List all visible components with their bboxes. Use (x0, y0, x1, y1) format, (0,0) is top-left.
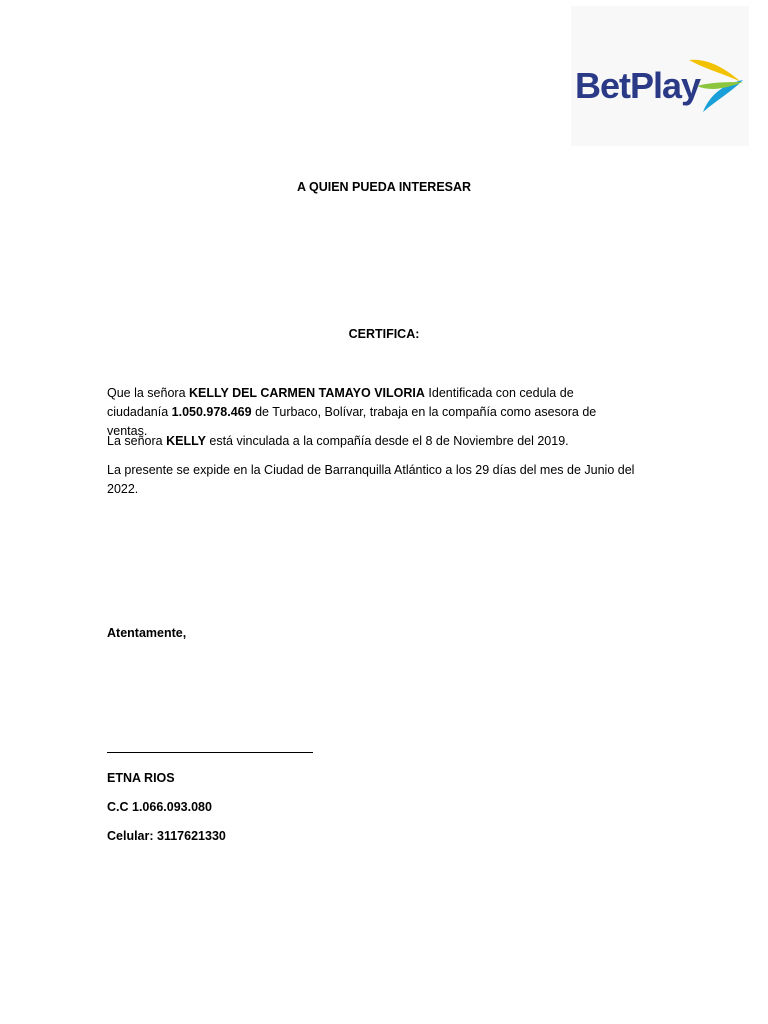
signature-line (107, 752, 313, 753)
signatory-id: C.C 1.066.093.080 (107, 800, 212, 814)
signatory-phone: Celular: 3117621330 (107, 829, 226, 843)
paragraph-text: Identificada con cedula de ciudadanía (107, 386, 574, 419)
employee-name: KELLY DEL CARMEN TAMAYO VILORIA (189, 386, 425, 400)
employee-id: 1.050.978.469 (171, 405, 252, 419)
document-heading: A QUIEN PUEDA INTERESAR (296, 180, 472, 194)
certifica-heading: CERTIFICA: (348, 327, 420, 341)
paragraph-text: Que la señora (107, 386, 189, 400)
paragraph-issue-date: La presente se expide en la Ciudad de Barranquilla Atlántico a los 29 días del mes de Junio del 2022. (107, 463, 635, 496)
paragraph-text: de Turbaco, Bolívar, trabaja en la compañía como asesora de ventas. (107, 405, 597, 438)
betplay-logo (571, 6, 749, 146)
paragraph-text: está vinculada a la compañía desde el 8 de Noviembre del 2019. (205, 434, 569, 448)
paragraph-start-date (107, 432, 635, 451)
paragraph-text: La señora (107, 434, 167, 448)
employee-first-name: KELLY (166, 434, 206, 448)
logo-wordmark: BetPlay (575, 65, 701, 106)
signatory-name: ETNA RIOS (107, 771, 175, 785)
closing-salutation: Atentamente, (107, 626, 187, 640)
swoosh-icon (683, 52, 747, 116)
